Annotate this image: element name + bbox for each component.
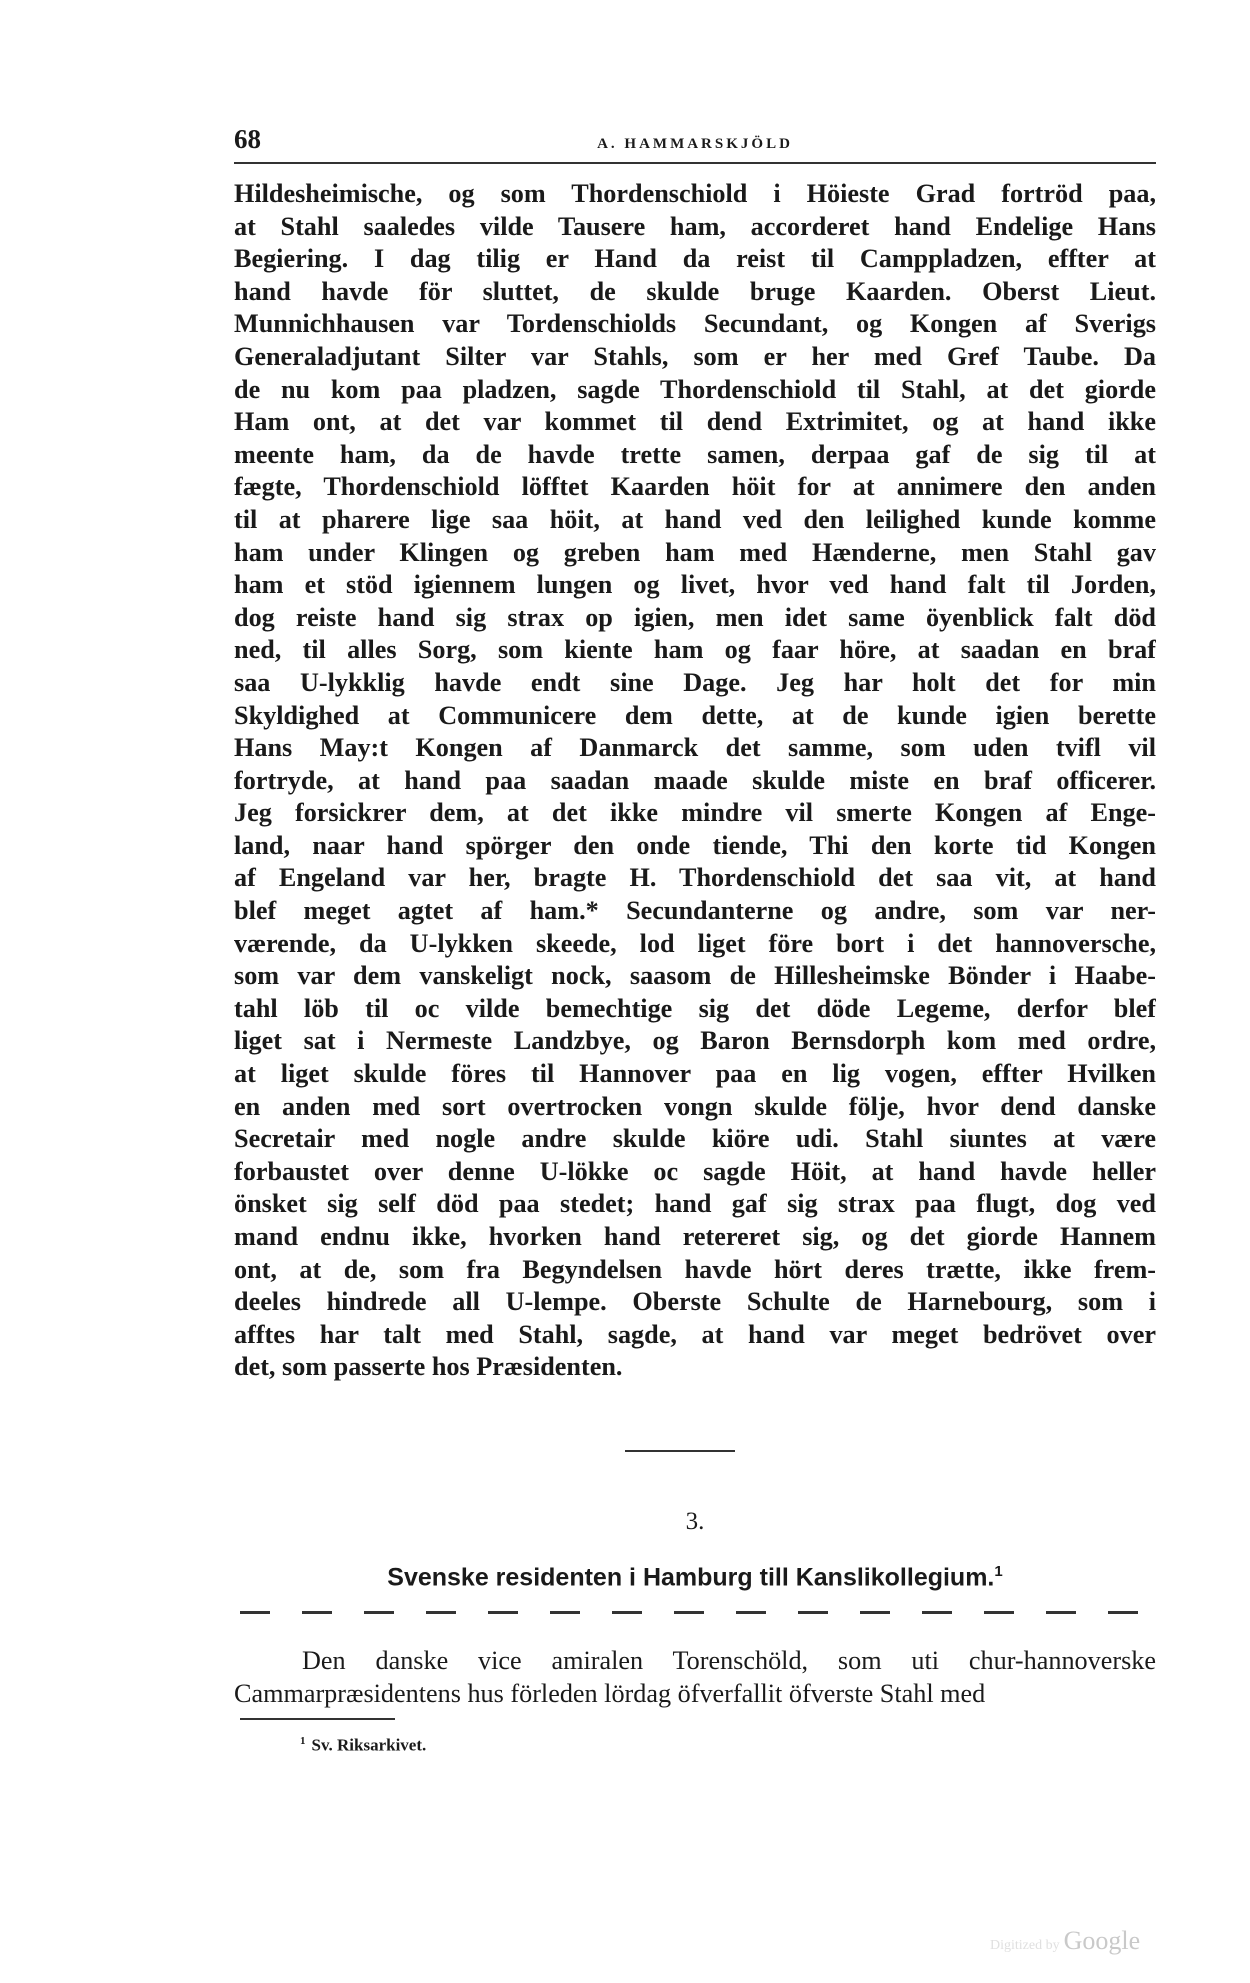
text-line: Munnichhausen var Tordenschiolds Secundant, og Kongen af Sverigs <box>234 309 1156 339</box>
text-line: liget sat i Nermeste Landzbye, og Baron Bernsdorph kom med ordre, <box>234 1026 1156 1056</box>
text-line: at liget skulde föres til Hannover paa en lig vogen, effter Hvilken <box>234 1059 1156 1089</box>
text-line: saa U-lykklig havde endt sine Dage. Jeg har holt det for min <box>234 667 1156 697</box>
text-line: dog reiste hand sig strax op igien, men idet same öyenblick falt död <box>234 602 1156 632</box>
text-line: mand endnu ikke, hvorken hand retereret sig, og det giorde Hannem <box>234 1222 1156 1251</box>
text-line: en anden med sort overtrocken vongn skulde följe, hvor dend danske <box>234 1091 1156 1121</box>
body-paragraph <box>234 178 1156 1384</box>
dashed-rule <box>240 1608 1156 1616</box>
footnote <box>300 1735 426 1756</box>
text-line: Hans May:t Kongen af Danmarck det samme, som uden tvifl vil <box>234 733 1156 763</box>
text-line: blef meget agtet af ham.* Secundanterne og andre, som var ner- <box>234 896 1156 926</box>
text-line: de nu kom paa pladzen, sagde Thordenschiold til Stahl, at det giorde <box>234 374 1156 404</box>
text-line: til at pharere lige saa höit, at hand ved den leilighed kunde komme <box>234 504 1156 534</box>
text-line: önsket sig self död paa stedet; hand gaf sig strax paa flugt, dog ved <box>234 1189 1156 1219</box>
footnote-text: Sv. Riksarkivet. <box>311 1735 427 1755</box>
running-head: A. HAMMARSKJÖLD <box>597 136 793 152</box>
text-line: fortryde, at hand paa saadan maade skulde miste en braf officerer. <box>234 765 1156 795</box>
text-line: Generaladjutant Silter var Stahls, som er her med Gref Taube. Da <box>234 341 1156 371</box>
text-line: Jeg forsickrer dem, at det ikke mindre vil smerte Kongen af Enge- <box>234 798 1156 828</box>
watermark-brand: Google <box>1063 1926 1141 1955</box>
text-line: Cammarpræsidentens hus förleden lördag öfverfallit öfverste Stahl med <box>234 1679 986 1708</box>
text-line: Hildesheimische, og som Thordenschiold i Höieste Grad fortröd paa, <box>234 179 1156 208</box>
section-number: 3. <box>685 1508 705 1535</box>
watermark-prefix: Digitized by <box>990 1938 1060 1953</box>
text-line: Ham ont, at det var kommet til dend Extrimitet, og at hand ikke <box>234 407 1156 437</box>
text-line: af Engeland var her, bragte H. Thordenschiold det saa vit, at hand <box>234 863 1156 893</box>
page-number: 68 <box>234 124 261 154</box>
text-line: værende, da U-lykken skeede, lod liget före bort i det hannoversche, <box>234 928 1156 958</box>
text-line: meente ham, da de havde trette samen, derpaa gaf de sig til at <box>234 439 1156 469</box>
text-line: ham et stöd igiennem lungen og livet, hvor ved hand falt til Jorden, <box>234 570 1156 600</box>
text-line: Den danske vice amiralen Torenschöld, som uti chur-hannoverske <box>302 1646 1156 1675</box>
text-line: ham under Klingen og greben ham med Hænderne, men Stahl gav <box>234 537 1156 567</box>
section-separator <box>625 1450 735 1452</box>
text-line: forbaustet over denne U-lökke oc sagde Höit, at hand havde heller <box>234 1156 1156 1186</box>
section-title <box>234 1563 1156 1592</box>
text-line: det, som passerte hos Præsidenten. <box>234 1352 623 1382</box>
text-line: ned, til alles Sorg, som kiente ham og faar höre, at saadan en braf <box>234 635 1156 665</box>
section-title-text: Svenske residenten i Hamburg till Kanslikollegium. <box>387 1563 995 1592</box>
section-title-footnote-mark: 1 <box>994 1563 1003 1580</box>
text-line: tahl löb til oc vilde bemechtige sig det döde Legeme, derfor blef <box>234 993 1156 1023</box>
text-line: Secretair med nogle andre skulde kiöre udi. Stahl siuntes at være <box>234 1124 1156 1154</box>
text-line: fægte, Thordenschiold löfftet Kaarden höit for at annimere den anden <box>234 472 1156 502</box>
footnote-rule <box>240 1718 395 1720</box>
text-line: Skyldighed at Communicere dem dette, at de kunde igien berette <box>234 700 1156 730</box>
text-line: land, naar hand spörger den onde tiende, Thi den korte tid Kongen <box>234 830 1156 860</box>
text-line: afftes har talt med Stahl, sagde, at hand var meget bedrövet over <box>234 1319 1156 1349</box>
text-line: at Stahl saaledes vilde Tausere ham, accorderet hand Endelige Hans <box>234 211 1156 241</box>
page-header <box>234 118 1156 164</box>
letter-paragraph <box>234 1644 1156 1710</box>
text-line: deeles hindrede all U-lempe. Oberste Schulte de Harnebourg, som i <box>234 1287 1156 1317</box>
digitized-watermark <box>990 1926 1140 1956</box>
text-line: Begiering. I dag tilig er Hand da reist til Camppladzen, effter at <box>234 244 1156 274</box>
text-line: som var dem vanskeligt nock, saasom de Hillesheimske Bönder i Haabe- <box>234 961 1156 991</box>
text-line: ont, at de, som fra Begyndelsen havde hört deres trætte, ikke frem- <box>234 1254 1156 1284</box>
text-line: hand havde för sluttet, de skulde bruge Kaarden. Oberst Lieut. <box>234 276 1156 306</box>
footnote-mark: 1 <box>300 1735 306 1747</box>
